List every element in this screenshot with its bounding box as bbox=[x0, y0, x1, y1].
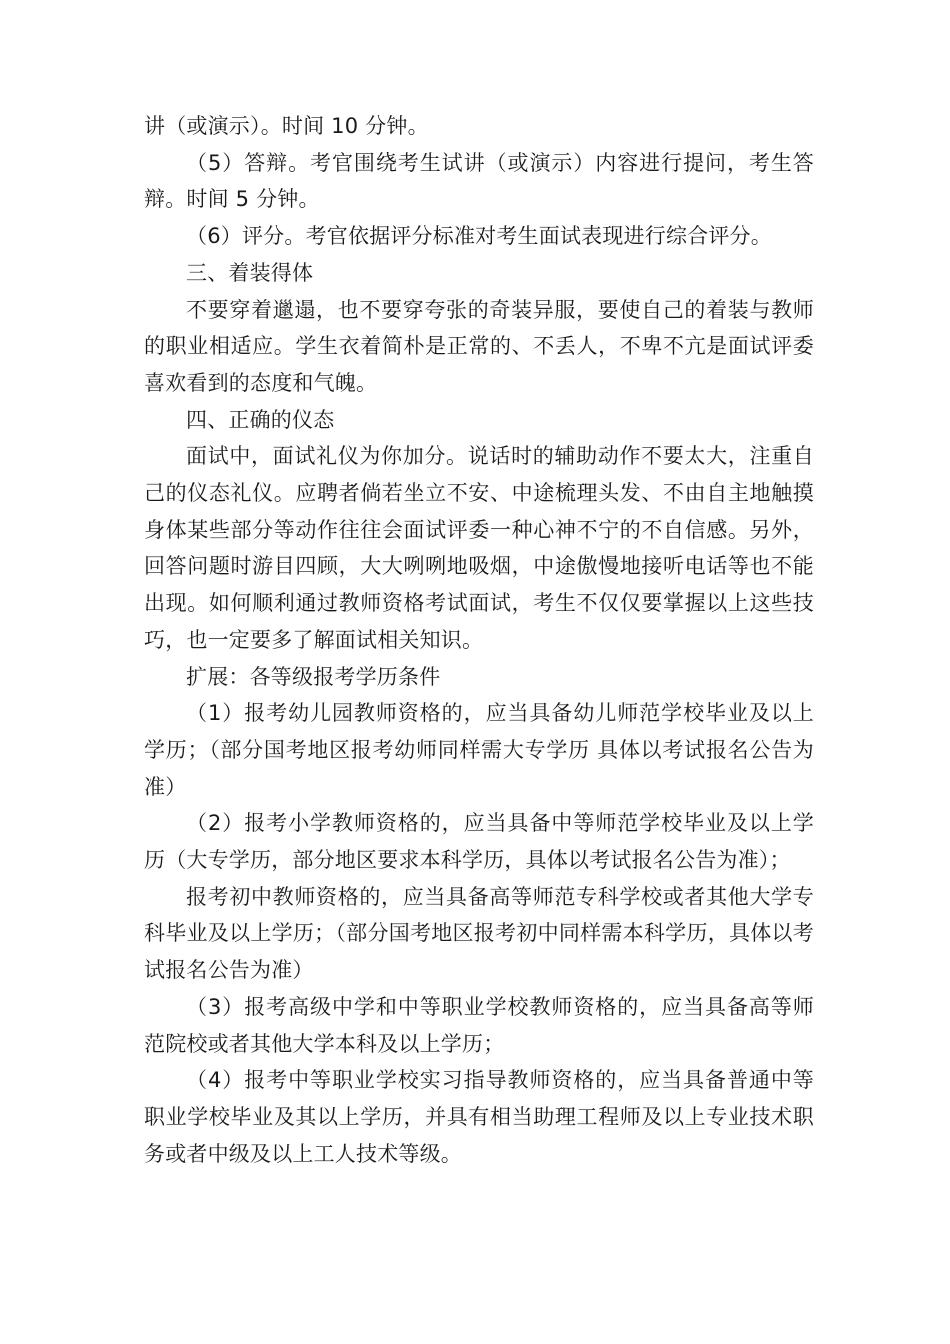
document-body bbox=[144, 108, 814, 1172]
paragraph-kindergarten: （1）报考幼儿园教师资格的，应当具备幼儿师范学校毕业及以上学历；（部分国考地区报考幼师同样需大专学历 具体以考试报名公告为准） bbox=[144, 701, 814, 799]
paragraph-continuation: 讲（或演示）。时间 10 分钟。 bbox=[144, 114, 429, 138]
paragraph-posture: 面试中，面试礼仪为你加分。说话时的辅助动作不要太大，注重自己的仪态礼仪。应聘者倘若坐立不安、中途梳理头发、不由自主地触摸身体某些部分等动作往往会面试评委一种心神不宁的不自信感。另外，回答问题时游目四顾，大大咧咧地吸烟，中途傲慢地接听电话等也不能出现。如何顺利通过教师资格考试面试，考生不仅仅要掌握以上这些技巧，也一定要多了解面试相关知识。 bbox=[144, 444, 814, 652]
paragraph-defense: （5）答辩。考官围绕考生试讲（或演示）内容进行提问，考生答辩。时间 5 分钟。 bbox=[144, 150, 814, 212]
paragraph-attire: 不要穿着邋遢，也不要穿夸张的奇装异服，要使自己的着装与教师的职业相适应。学生衣着简朴是正常的、不丢人，不卑不亢是面试评委喜欢看到的态度和气魄。 bbox=[144, 297, 814, 395]
section-heading-extension: 扩展：各等级报考学历条件 bbox=[186, 664, 441, 689]
paragraph-vocational-instructor: （4）报考中等职业学校实习指导教师资格的，应当具备普通中等职业学校毕业及其以上学历，并具有相当助理工程师及以上专业技术职务或者中级及以上工人技术等级。 bbox=[144, 1068, 814, 1166]
paragraph-junior-high: 报考初中教师资格的，应当具备高等师范专科学校或者其他大学专科毕业及以上学历；（部分国考地区报考初中同样需本科学历，具体以考试报名公告为准） bbox=[144, 884, 814, 983]
paragraph-senior-high: （3）报考高级中学和中等职业学校教师资格的，应当具备高等师范院校或者其他大学本科及以上学历； bbox=[144, 994, 814, 1056]
paragraph-scoring: （6）评分。考官依据评分标准对考生面试表现进行综合评分。 bbox=[186, 224, 772, 249]
section-heading-attire: 三、着装得体 bbox=[186, 260, 314, 285]
paragraph-primary-school: （2）报考小学教师资格的，应当具备中等师范学校毕业及以上学历（大专学历，部分地区要求本科学历，具体以考试报名公告为准）； bbox=[144, 811, 814, 873]
section-heading-posture: 四、正确的仪态 bbox=[186, 407, 335, 432]
